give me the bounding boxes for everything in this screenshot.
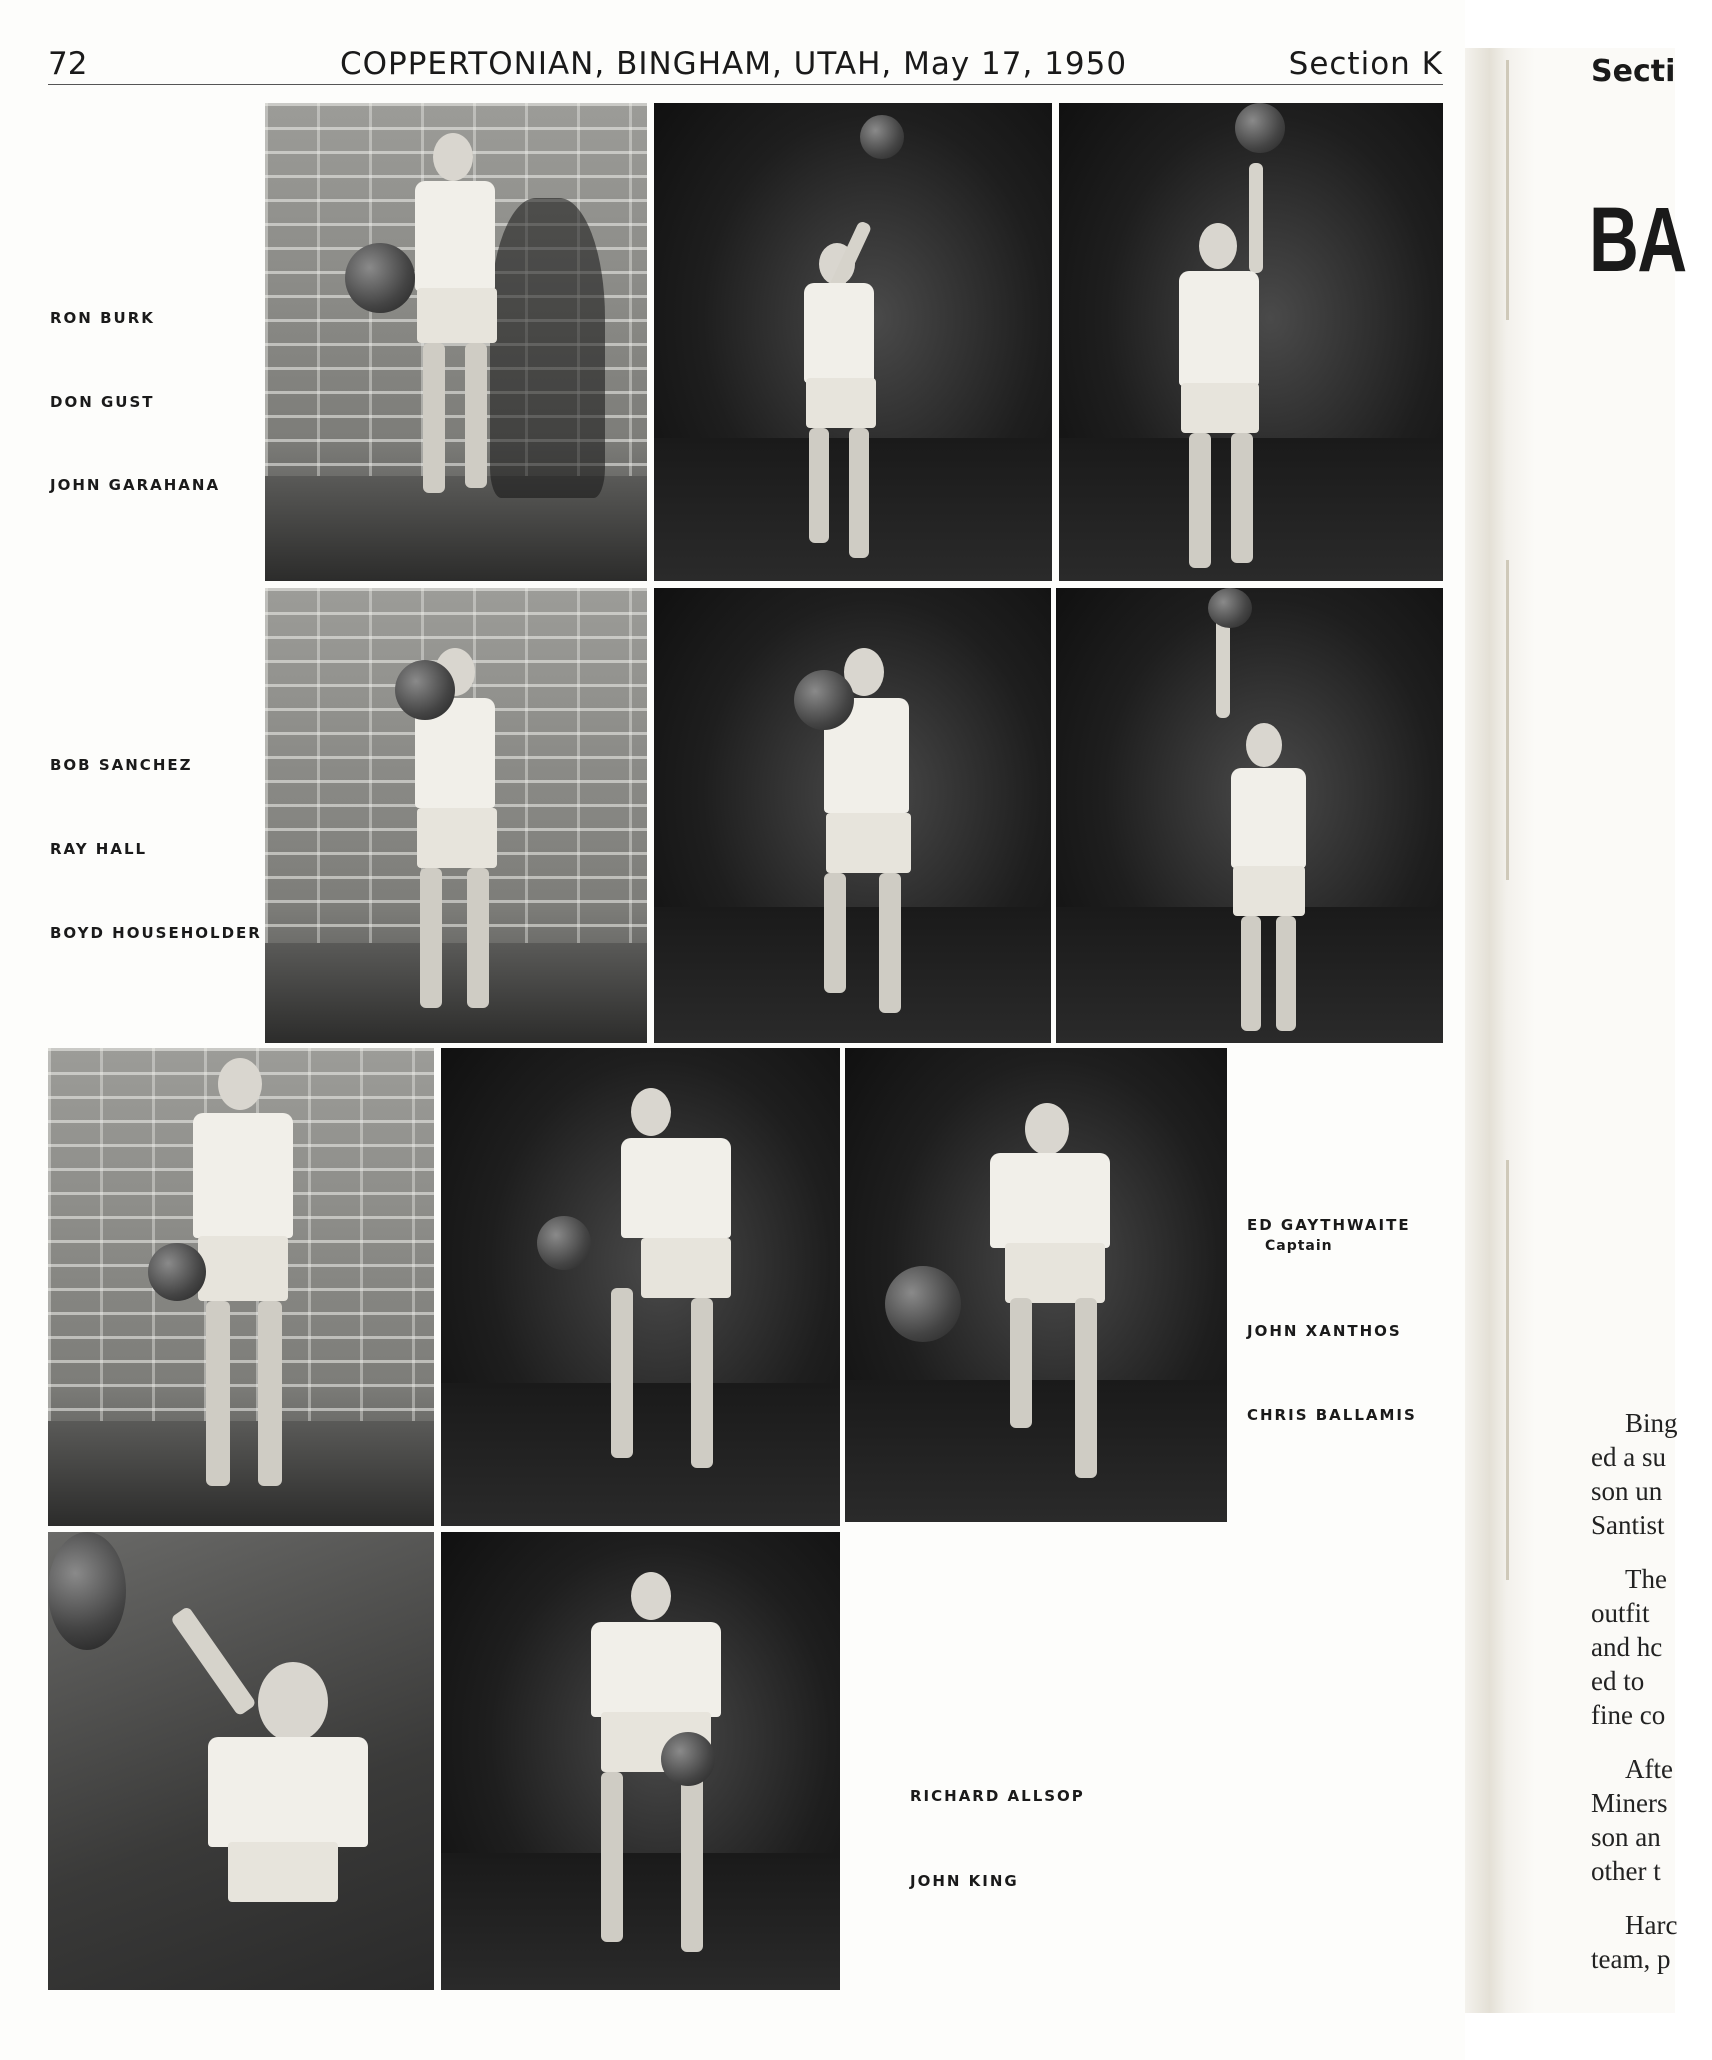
player-photo xyxy=(1059,103,1443,581)
text-line: fine co xyxy=(1591,1700,1666,1730)
player-photo xyxy=(1056,588,1443,1043)
right-article-text xyxy=(1591,1406,1678,1996)
text-line: other t xyxy=(1591,1856,1661,1886)
player-name: JOHN GARAHANA xyxy=(50,476,221,494)
player-name: RAY HALL xyxy=(50,840,148,858)
text-line: Bing xyxy=(1625,1408,1678,1438)
page-fold xyxy=(1465,48,1535,2013)
text-line: ed to xyxy=(1591,1666,1645,1696)
player-photo xyxy=(265,103,647,581)
page-header xyxy=(48,44,1443,85)
binding-stitch xyxy=(1506,60,1509,320)
binding-stitch xyxy=(1506,1160,1509,1580)
player-name: ED GAYTHWAITE xyxy=(1247,1216,1411,1234)
player-name: BOB SANCHEZ xyxy=(50,756,193,774)
player-name: RICHARD ALLSOP xyxy=(910,1787,1085,1805)
captain-note: Captain xyxy=(1265,1238,1333,1254)
player-name: JOHN KING xyxy=(910,1872,1019,1890)
player-name: CHRIS BALLAMIS xyxy=(1247,1406,1417,1424)
page-number: 72 xyxy=(48,46,88,82)
player-name: DON GUST xyxy=(50,393,155,411)
text-line: Afte xyxy=(1625,1754,1673,1784)
player-photo xyxy=(845,1048,1227,1522)
text-line: Harc xyxy=(1625,1910,1678,1940)
player-name: BOYD HOUSEHOLDER xyxy=(50,924,262,942)
player-name: JOHN XANTHOS xyxy=(1247,1322,1402,1340)
player-photo xyxy=(441,1048,840,1526)
player-photo xyxy=(265,588,647,1043)
binding-stitch xyxy=(1506,560,1509,880)
right-headline: BA xyxy=(1589,189,1686,291)
masthead: COPPERTONIAN, BINGHAM, UTAH, May 17, 1950 xyxy=(340,46,1128,82)
right-section-label: Secti xyxy=(1591,54,1676,89)
text-line: Santist xyxy=(1591,1510,1665,1540)
player-photo xyxy=(441,1532,840,1990)
player-photo xyxy=(654,588,1051,1043)
text-line: son an xyxy=(1591,1822,1661,1852)
player-photo xyxy=(48,1048,434,1526)
text-line: The xyxy=(1625,1564,1667,1594)
text-line: and hc xyxy=(1591,1632,1663,1662)
text-line: Miners xyxy=(1591,1788,1668,1818)
text-line: outfit xyxy=(1591,1598,1650,1628)
player-photo xyxy=(654,103,1052,581)
text-line: team, p xyxy=(1591,1944,1671,1974)
right-page xyxy=(1535,48,1686,2013)
text-line: son un xyxy=(1591,1476,1663,1506)
player-photo xyxy=(48,1532,434,1990)
text-line: ed a su xyxy=(1591,1442,1666,1472)
player-name: RON BURK xyxy=(50,309,155,327)
section-label: Section K xyxy=(1288,46,1443,82)
